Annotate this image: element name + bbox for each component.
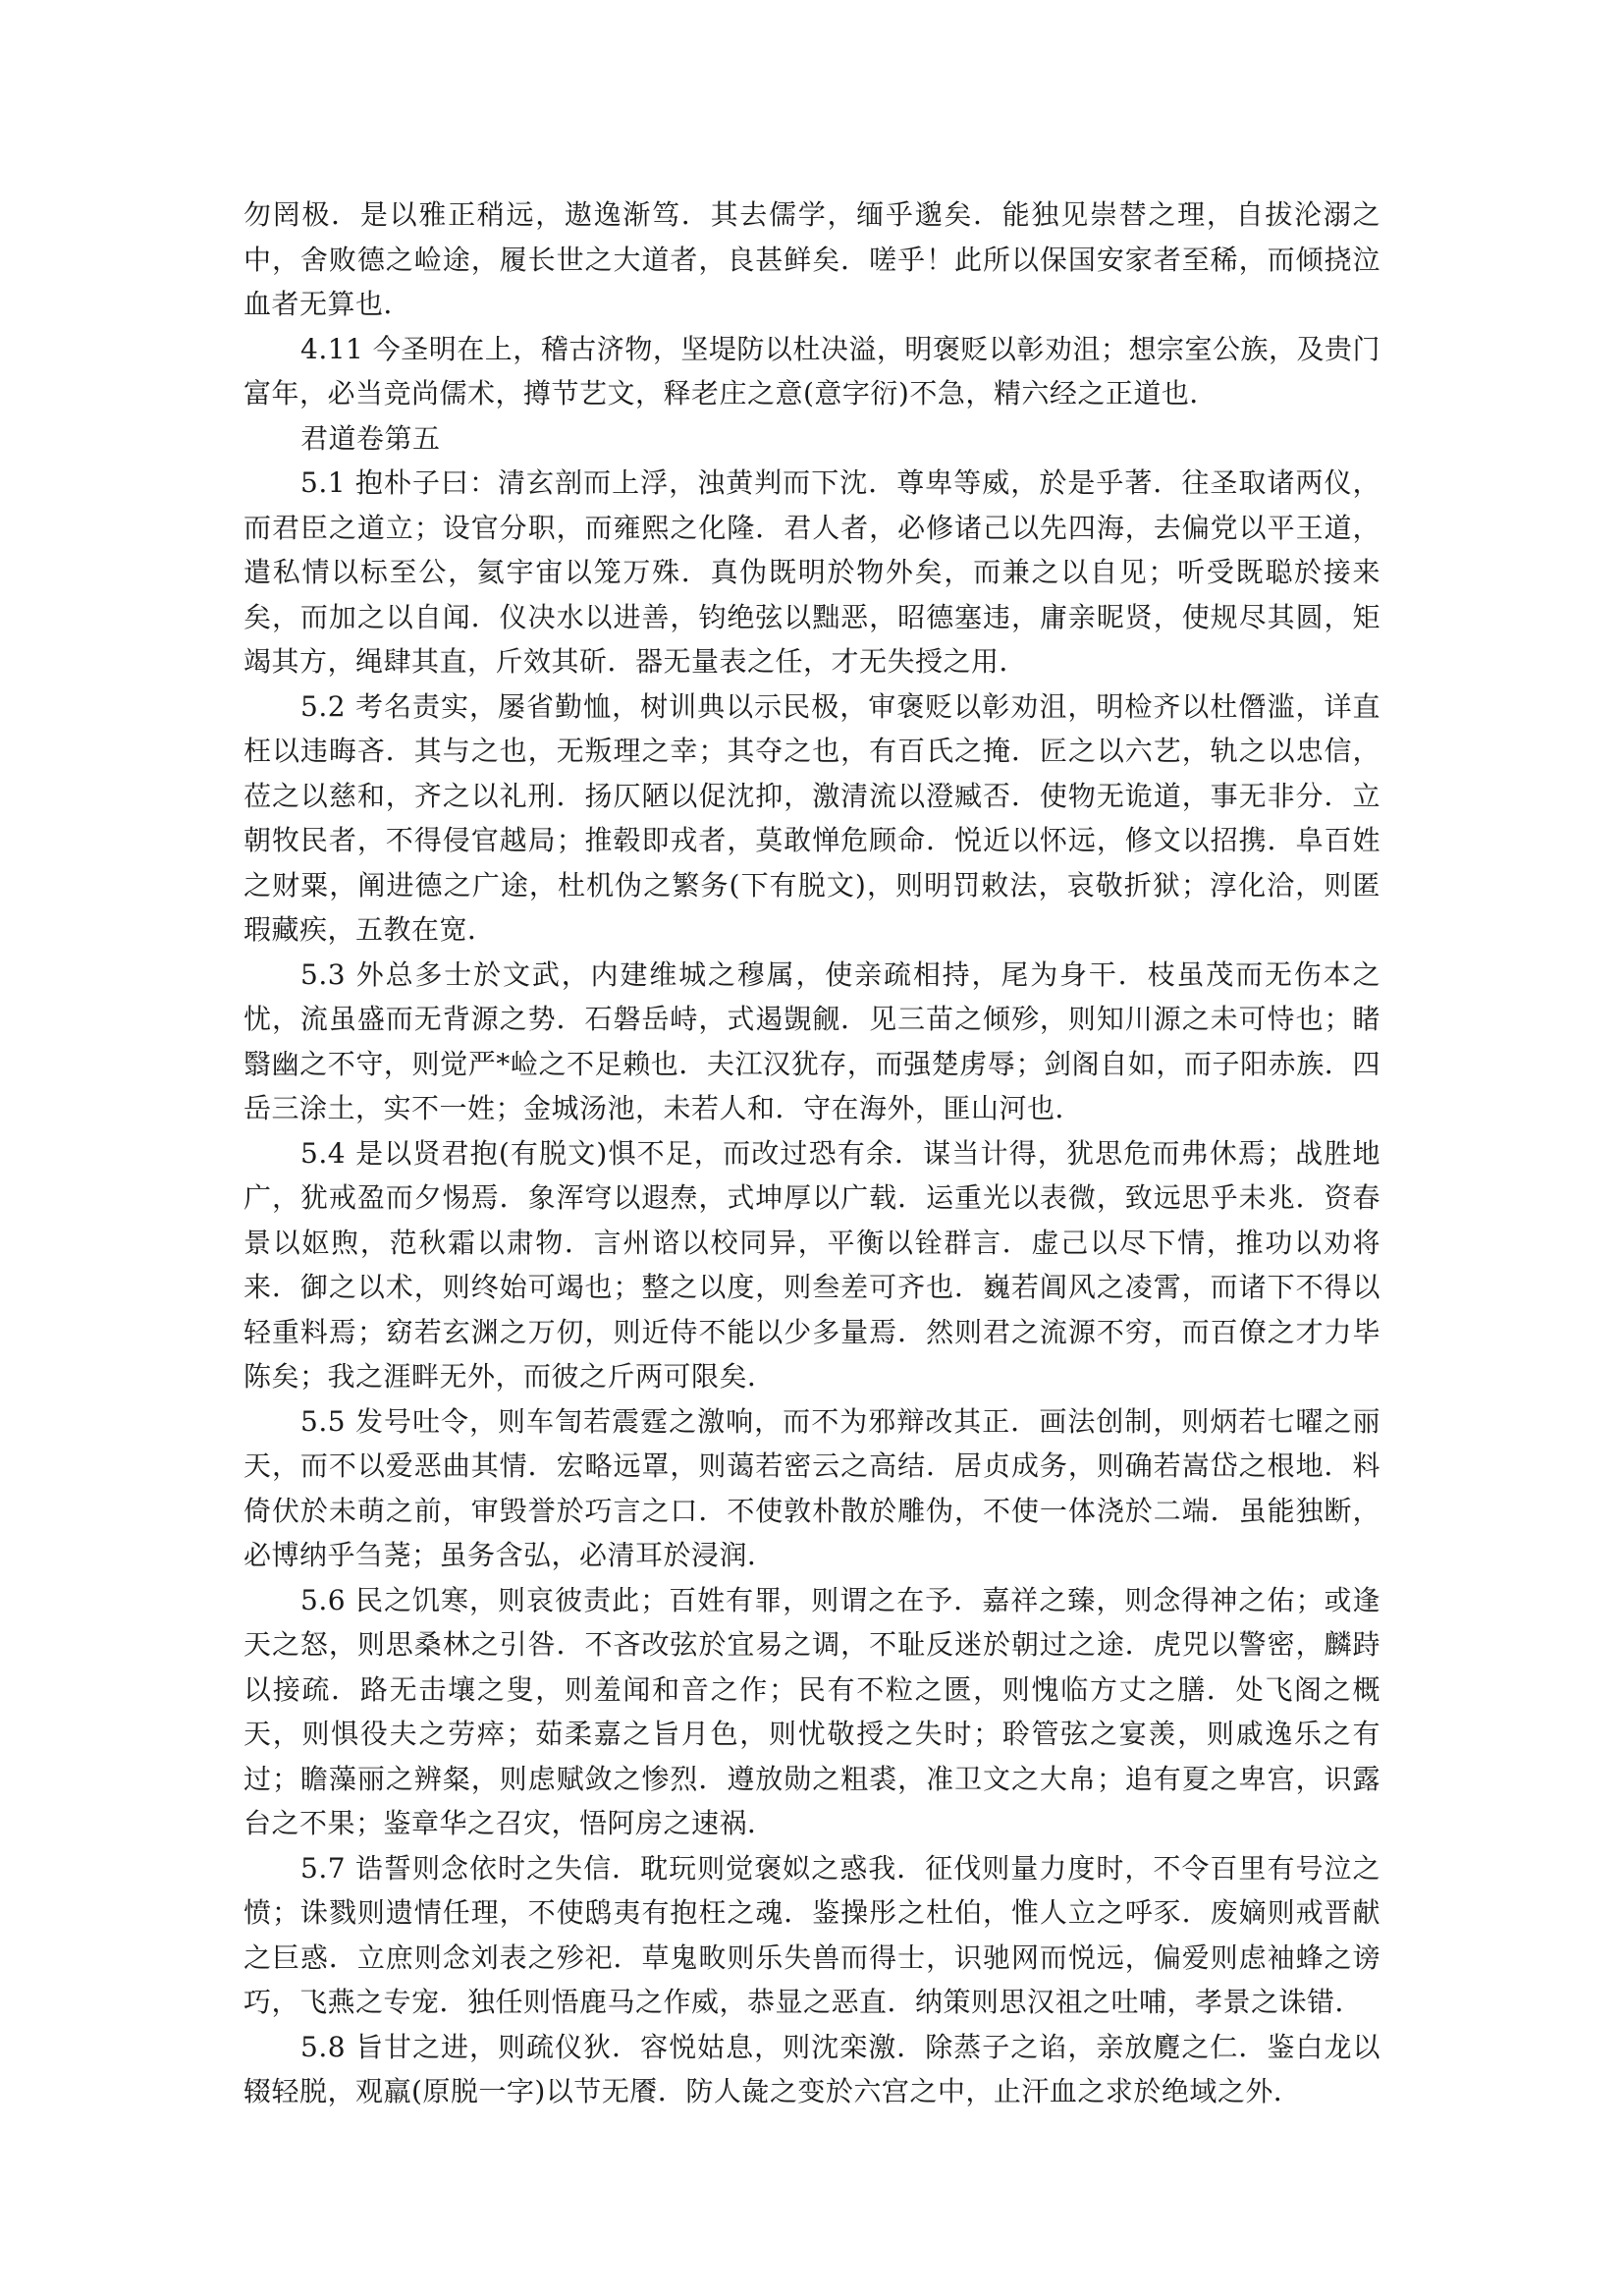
paragraph-5-4: 5.4 是以贤君抱(有脱文)惧不足，而改过恐有余．谋当计得，犹思危而弗休焉；战胜地广，犹戒盈而夕惕焉．象浑穹以遐焘，式坤厚以广载．运重光以表微，致远思乎未兆．资春景以妪煦，范秋霜以肃物．言州谘以校同异，平衡以铨群言．虚己以尽下情，推功以劝将来．御之以术，则终始可竭也；整之以度，则叁差可齐也．巍若阊风之凌霄，而诸下不得以轻重料焉；窈若玄渊之万仞，则近侍不能以少多量焉．然则君之流源不穷，而百僚之才力毕陈矣；我之涯畔无外，而彼之斤两可限矣．: [243, 1136, 1380, 1393]
paragraph-continuation: 勿罔极．是以雅正稍远，遨逸渐笃．其去儒学，缅乎邈矣．能独见崇替之理，自拔沦溺之中，舍败德之崄途，履长世之大道者，良甚鲜矣．嗟乎！此所以保国安家者至稀，而倾挠泣血者无算也．: [243, 198, 1380, 320]
paragraph-5-8: 5.8 旨甘之进，则疏仪狄．容悦姑息，则沈栾激．除蒸子之谄，亲放麑之仁．鉴白龙以辍轻脱，观羸(原脱一字)以节无餍．防人彘之变於六宫之中，止汗血之求於绝域之外．: [243, 2030, 1380, 2107]
chapter-heading: 君道卷第五: [300, 421, 441, 455]
paragraph-5-6: 5.6 民之饥寒，则哀彼责此；百姓有罪，则谓之在予．嘉祥之臻，则念得神之佑；或逢天之怒，则思桑林之引咎．不吝改弦於宜易之调，不耻反迷於朝过之途．虎兕以警密，麟跱以接疏．路无击壤之叟，则羞闻和音之作；民有不粒之匮，则愧临方丈之膳．处飞阁之概天，则惧役夫之劳瘁；茹柔嘉之旨月色，则忧敬授之失时；聆管弦之宴羡，则戚逸乐之有过；瞻藻丽之辨粲，则虑赋敛之惨烈．遵放勋之粗裘，准卫文之大帛；追有夏之卑宫，识露台之不果；鉴章华之召灾，悟阿房之速祸．: [243, 1583, 1380, 1839]
paragraph-5-7: 5.7 诰誓则念依时之失信．耽玩则觉褒姒之惑我．征伐则量力度时，不令百里有号泣之愤；诛戮则遗情任理，不使鸱夷有抱枉之魂．鉴操彤之杜伯，惟人立之呼豕．废嫡则戒晋献之巨惑．立庶则念刘表之殄祀．草鬼畋则乐失兽而得士，识驰网而悦远，偏爱则虑袖蜂之谤巧，飞燕之专宠．独任则悟鹿马之作威，恭显之恶直．纳策则思汉祖之吐哺，孝景之诛错．: [243, 1851, 1380, 2018]
paragraph-4-11: 4.11 今圣明在上，稽古济物，坚堤防以杜决溢，明褒贬以彰劝沮；想宗室公族，及贵门富年，必当竞尚儒术，撙节艺文，释老庄之意(意字衍)不急，精六经之正道也．: [243, 332, 1380, 410]
paragraph-5-2: 5.2 考名责实，屡省勤恤，树训典以示民极，审褒贬以彰劝沮，明检齐以杜僭滥，详直枉以违晦吝．其与之也，无叛理之幸；其夺之也，有百氏之掩．匠之以六艺，轨之以忠信，莅之以慈和，齐之以礼刑．扬仄陋以促沈抑，激清流以澄臧否．使物无诡道，事无非分．立朝牧民者，不得侵官越局；推毂即戎者，莫敢惮危顾命．悦近以怀远，修文以招携．阜百姓之财粟，阐进德之广途，杜机伪之繁务(下有脱文)，则明罚敕法，哀敬折狱；淳化洽，则匿瑕藏疾，五教在宽．: [243, 689, 1380, 946]
text-body: [243, 192, 1380, 2114]
paragraph-5-3: 5.3 外总多士於文武，内建维城之穆属，使亲疏相持，尾为身干．枝虽茂而无伤本之忧，流虽盛而无背源之势．石磐岳峙，式遏覬觎．见三苗之倾殄，则知川源之未可恃也；睹翳幽之不守，则觉严*崄之不足赖也．夫江汉犹存，而强楚虏辱；剑阁自如，而子阳赤族．四岳三涂土，实不一姓；金城汤池，未若人和．守在海外，匪山河也．: [243, 957, 1380, 1124]
paragraph-5-5: 5.5 发号吐令，则车訇若震霆之激响，而不为邪辩改其正．画法创制，则炳若七曜之丽天，而不以爱恶曲其情．宏略远罩，则蔼若密云之高结．居贞成务，则确若嵩岱之根地．料倚伏於未萌之前，审毁誉於巧言之口．不使敦朴散於雕伪，不使一体浇於二端．虽能独断，必博纳乎刍荛；虽务含弘，必清耳於浸润．: [243, 1404, 1380, 1571]
paragraph-5-1: 5.1 抱朴子曰：清玄剖而上浮，浊黄判而下沈．尊卑等威，於是乎著．往圣取诸两仪，而君臣之道立；设官分职，而雍熙之化隆．君人者，必修诸己以先四海，去偏党以平王道，遣私情以标至公，氦宇宙以笼万殊．真伪既明於物外矣，而兼之以自见；听受既聪於接来矣，而加之以自闻．仪决水以进善，钧绝弦以黜恶，昭德塞违，庸亲昵贤，使规尽其圆，矩竭其方，绳肆其直，斤效其斫．器无量表之任，才无失授之用．: [243, 466, 1380, 678]
